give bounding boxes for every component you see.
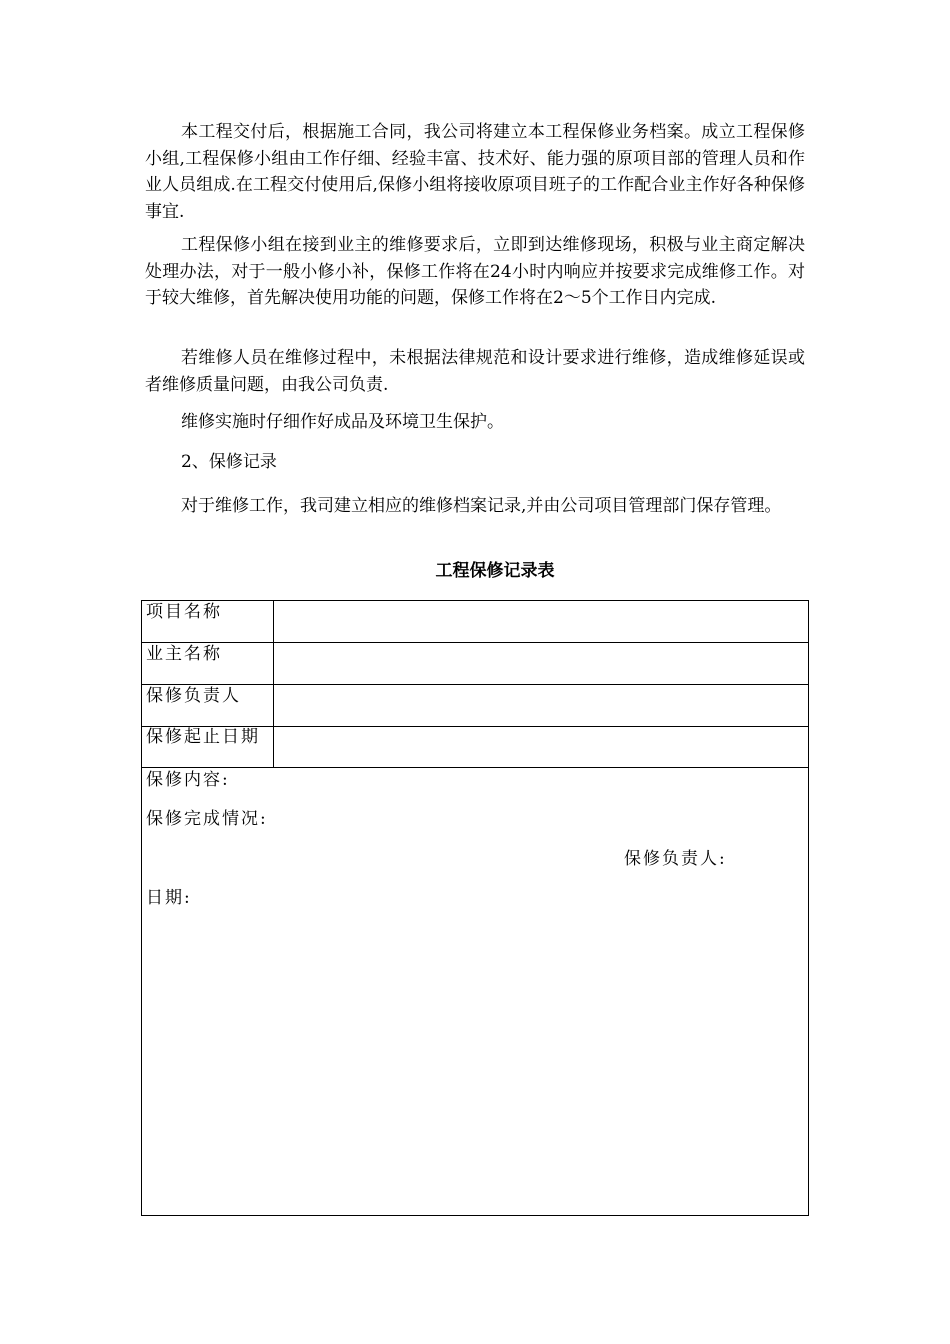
table-row-project-name xyxy=(142,601,808,643)
label-owner-name: 业主名称 xyxy=(142,643,274,684)
warranty-record-table xyxy=(141,600,809,1216)
label-project-name: 项目名称 xyxy=(142,601,274,642)
paragraph-record-archive: 对于维修工作，我司建立相应的维修档案记录,并由公司项目管理部门保存管理。 xyxy=(181,496,782,516)
warranty-details-cell xyxy=(142,768,808,1215)
paragraph-warranty-archive: 本工程交付后，根据施工合同，我公司将建立本工程保修业务档案。成立工程保修小组,工程保修小组由工作仔细、经验丰富、技术好、能力强的原项目部的管理人员和作业人员组成.在工程交付使用后,保修小组将接收原项目班子的工作配合业主作好各种保修事宜. xyxy=(145,122,805,222)
label-signature-responsible: 保修负责人: xyxy=(624,849,727,869)
field-responsible-person xyxy=(274,685,808,726)
table-row-owner-name xyxy=(142,643,808,685)
paragraph-protection: 维修实施时仔细作好成品及环境卫生保护。 xyxy=(181,412,504,432)
table-row-responsible-person xyxy=(142,685,808,727)
label-warranty-period: 保修起止日期 xyxy=(142,726,274,767)
label-warranty-content: 保修内容: xyxy=(146,770,230,790)
section-heading-warranty-record: 2、保修记录 xyxy=(181,452,277,472)
label-completion-status: 保修完成情况: xyxy=(146,809,268,829)
table-row-warranty-period xyxy=(142,726,808,768)
paragraph-repair-response: 工程保修小组在接到业主的维修要求后，立即到达维修现场，积极与业主商定解决处理办法，对于一般小修小补，保修工作将在24小时内响应并按要求完成维修工作。对于较大维修，首先解决使用功能的问题，保修工作将在2～5个工作日内完成. xyxy=(145,235,805,308)
field-project-name xyxy=(274,601,808,642)
field-owner-name xyxy=(274,643,808,684)
field-warranty-period xyxy=(274,726,808,767)
label-date: 日期: xyxy=(146,888,192,908)
paragraph-liability: 若维修人员在维修过程中，未根据法律规范和设计要求进行维修，造成维修延误或者维修质量问题，由我公司负责. xyxy=(145,348,805,395)
label-responsible-person: 保修负责人 xyxy=(142,685,274,726)
table-title: 工程保修记录表 xyxy=(435,561,555,581)
